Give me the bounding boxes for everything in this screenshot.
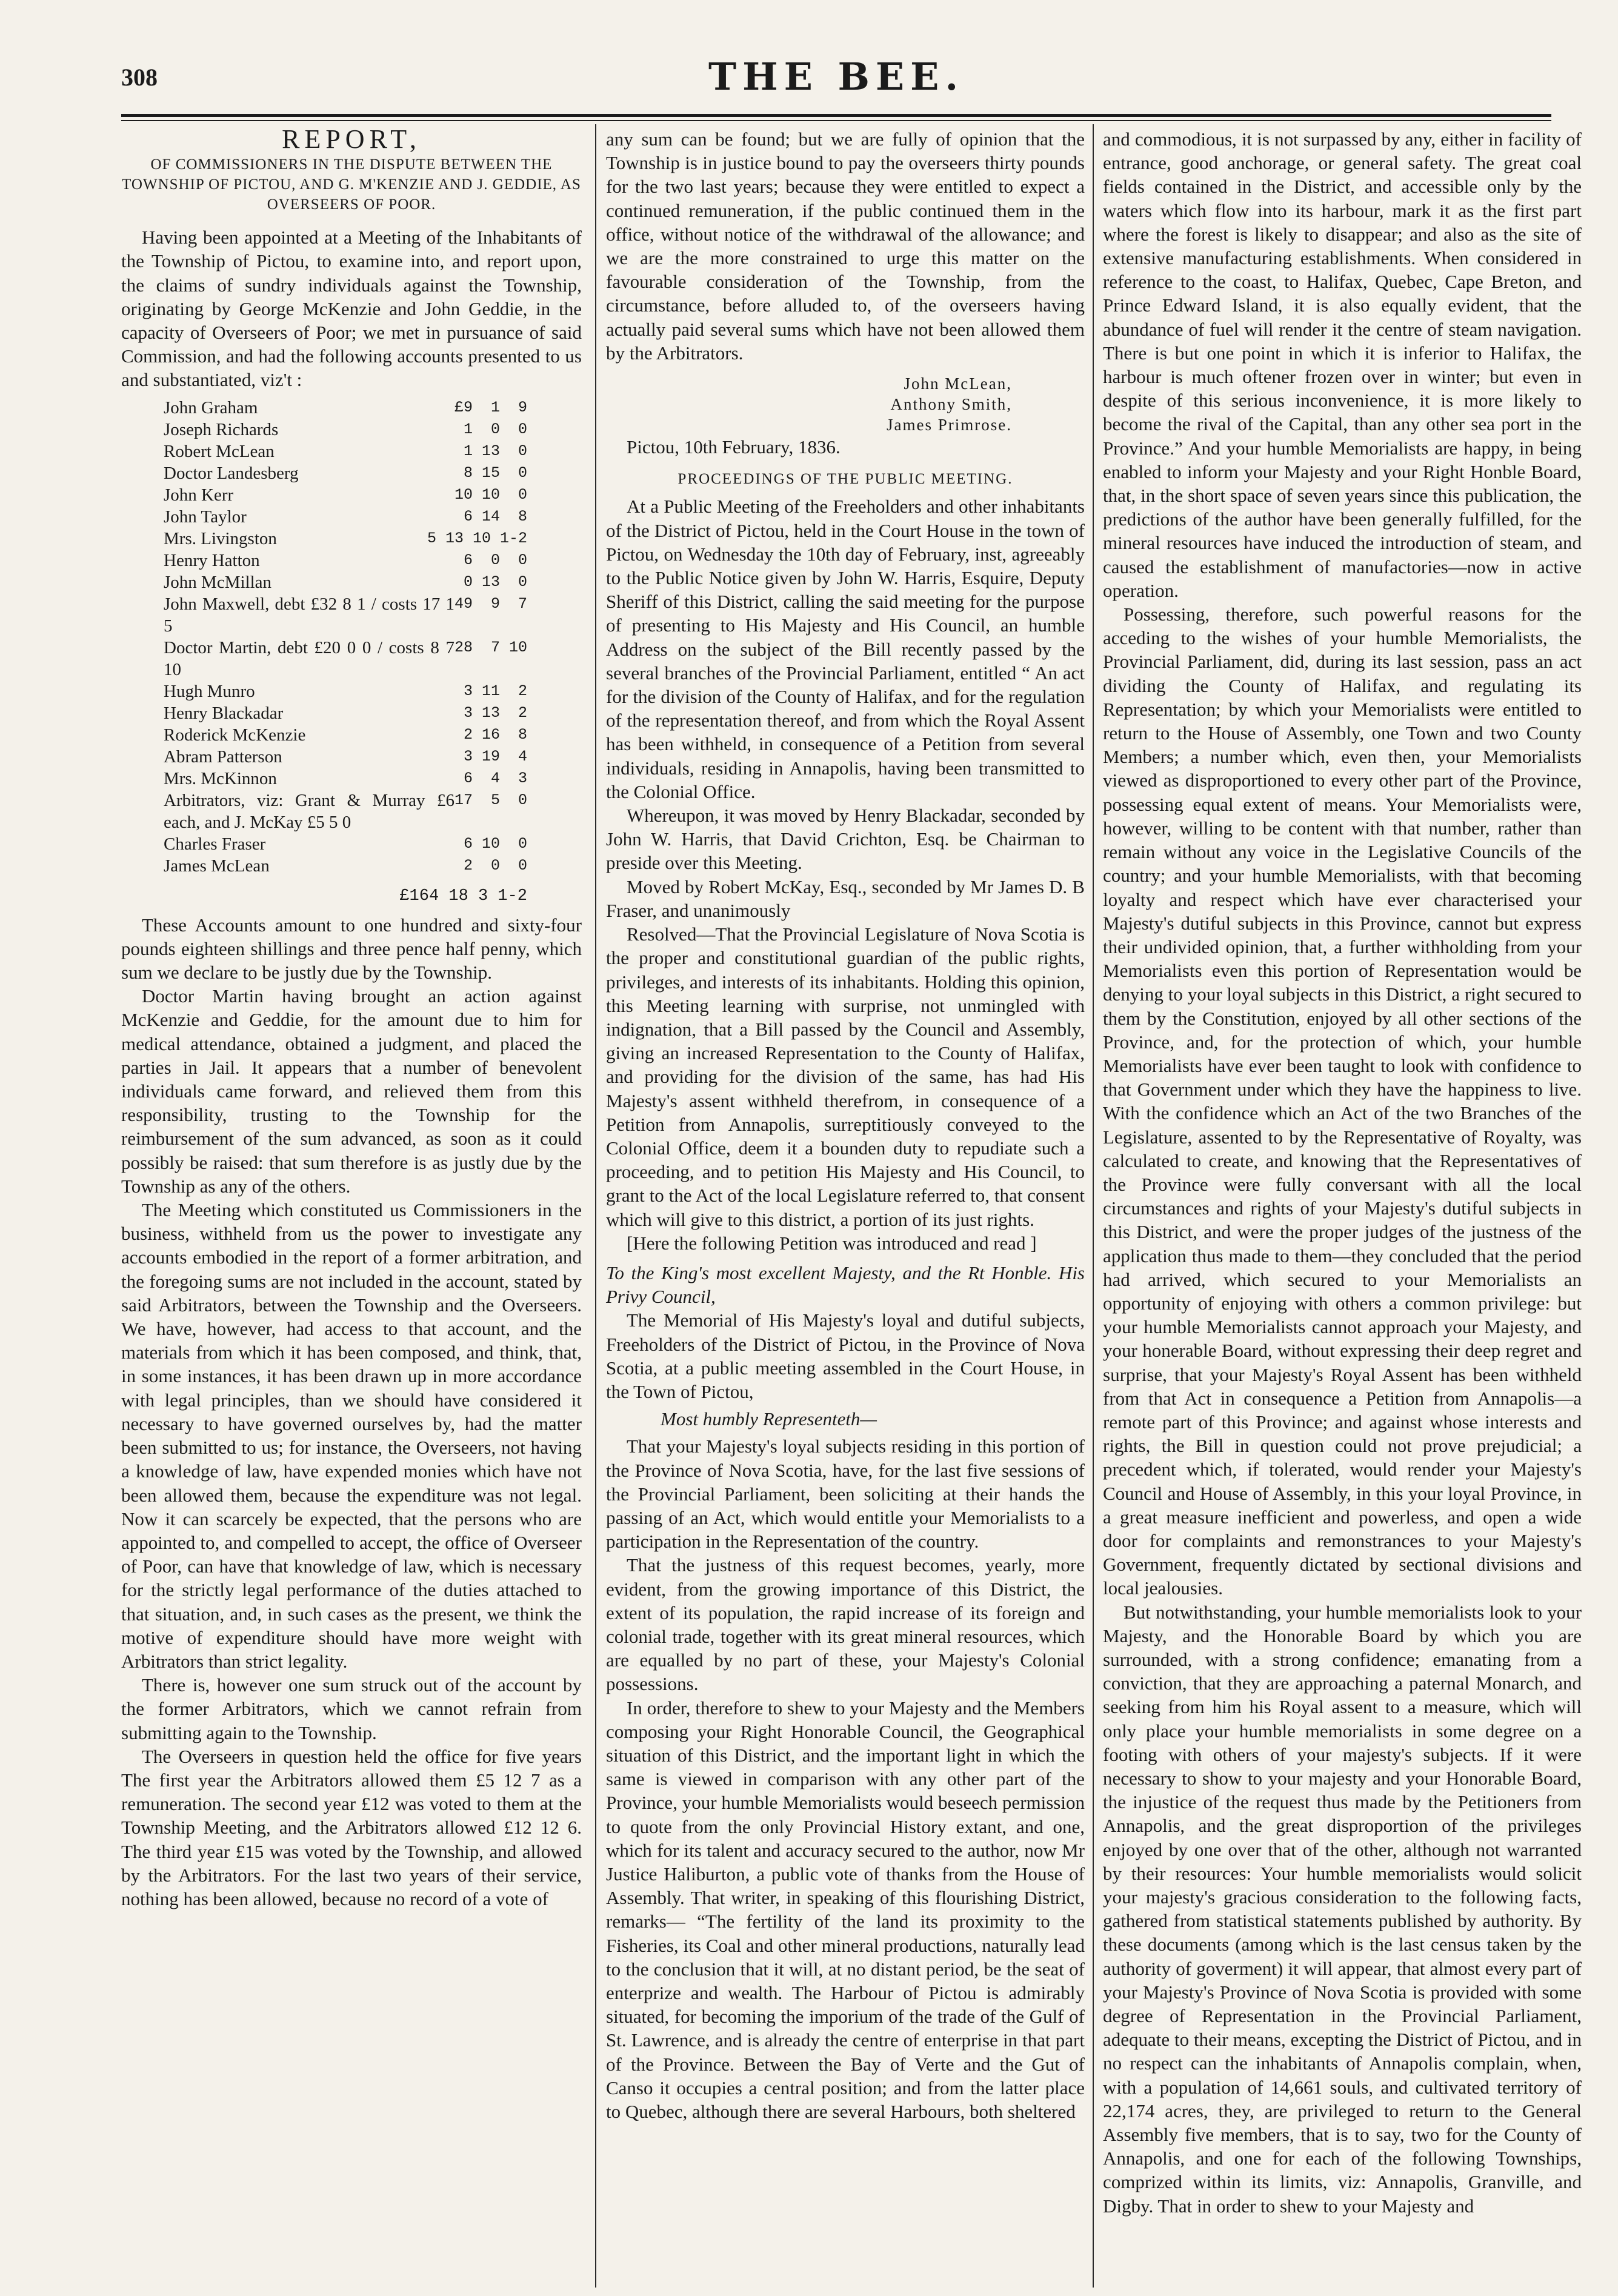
- signatories: [606, 373, 1085, 435]
- account-amount: 6 0 0: [463, 551, 527, 569]
- signatory: James Primrose.: [887, 416, 1012, 434]
- account-name: Abram Patterson: [164, 747, 282, 767]
- accounts-total: £164 18 3 1-2: [399, 887, 527, 905]
- paragraph: That your Majesty's loyal subjects residing in this portion of the Province of Nova Scotia, have, for the last five sessions of the Provincial Parliament, been soliciting at their hands the passing of an Act, which would entitle your Memorialists to a participation in the Representation of the country.: [606, 1436, 1085, 1552]
- account-amount: 5 13 10 1-2: [427, 529, 527, 547]
- account-amount: 3 11 2: [463, 682, 527, 700]
- account-name: James McLean: [164, 856, 270, 876]
- dateline: Pictou, 10th February, 1836.: [627, 436, 841, 458]
- paragraph: and commodious, it is not surpassed by any, either in facility of entrance, good anchorage, or general safety. The great coal fields contained in the District, and accessible only by the waters which flow into its harbour, mark it as the first part where the forest is likely to disappear; and also as the site of extensive manufacturing establishments. When considered in reference to the coast, to Halifax, Quebec, Cape Breton, and Prince Edward Island, it is also equally evident, that the abundance of fuel will render it the centre of steam navigation. There is but one point in which it is inferior to Halifax, the harbour is much oftener frozen over in winter; but even in despite of this serious inconvenience, it is more likely to become the rival of the Capital, than any other sea port in the Province.” And your humble Memorialists are happy, in being enabled to inform your Majesty and your Right Honble Board, that, in the short space of seven years since this publication, the predictions of the author have been generally fulfilled, for the mineral resources have induced the introduction of steam, and caused the establishment of manufactories—now in active operation.: [1103, 128, 1582, 601]
- account-name: John Maxwell, debt £32 8 1 / costs 17 1 5: [164, 594, 454, 636]
- paragraph: These Accounts amount to one hundred and sixty-four pounds eighteen shillings and three pence half penny, which sum we declare to be justly due by the Township.: [121, 914, 582, 983]
- account-row: [164, 419, 527, 441]
- account-amount: 6 4 3: [463, 769, 527, 787]
- account-name: Joseph Richards: [164, 419, 279, 439]
- account-row: [164, 528, 527, 550]
- account-name: Roderick McKenzie: [164, 725, 306, 745]
- paragraph: [Here the following Petition was introduced and read ]: [627, 1232, 1037, 1254]
- column-divider: [595, 124, 596, 2288]
- account-name: John Taylor: [164, 507, 247, 527]
- column-3: [1103, 127, 1582, 2218]
- account-amount: 2 16 8: [463, 725, 527, 744]
- account-row: [164, 855, 527, 877]
- account-amount: 3 19 4: [463, 747, 527, 765]
- paragraph: In order, therefore to shew to your Majesty and the Members composing your Right Honorable Council, the Geographical situation of this District, and the important light in which the same is viewed in comparison with any other part of the Province, your humble Memorialists would beseech permission to quote from the only Provincial History extant, and one, which for its talent and accuracy secured to the author, now Mr Justice Haliburton, a public vote of thanks from the House of Assembly. That writer, in speaking of this flourishing District, remarks— “The fertility of the land its proximity to the Fisheries, its Coal and other mineral productions, naturally lead to the conclusion that it will, at no distant period, be the seat of enterprize and wealth. The Harbour of Pictou is admirably situated, for becoming the imporium of the trade of the Gulf of St. Lawrence, and is already the centre of enterprise in that part of the Province. Between the Bay of Verte and the Gut of Canso it occupies a central position; and from the latter place to Quebec, although there are several Harbours, both sheltered: [606, 1697, 1085, 2123]
- column-divider: [1093, 124, 1094, 2288]
- account-amount: £9 1 9: [454, 398, 527, 416]
- account-row: [164, 680, 527, 702]
- account-row: [164, 506, 527, 528]
- paragraph: The Meeting which constituted us Commissioners in the business, withheld from us the power to investigate any accounts embodied in the report of a former arbitration, and the foregoing sums are not included in the account, stated by said Arbitrators, between the Township and the Overseers. We have, however, had access to that account, and the materials from which it has been composed, and think, that, in some instances, it has been drawn up in more accordance with legal principles, than we should have considered it necessary to have governed ourselves by, had the matter been submitted to us; for instance, the Overseers, not having a knowledge of law, have expended monies which have not been allowed them, because the expenditure was not legal. Now it can scarcely be expected, that the persons who are appointed to, and compelled to accept, the office of Overseer of Poor, can have that knowledge of law, which is necessary for the strictly legal performance of the duties attached to that situation, and, in such cases as the present, we think the motive of expenditure should have more weight with Arbitrators than strict legality.: [121, 1199, 582, 1672]
- masthead-rule-thin: [121, 120, 1551, 121]
- paragraph: At a Public Meeting of the Freeholders and other inhabitants of the District of Pictou, held in the Court House in the town of Pictou, on Wednesday the 10th day of February, inst, agreeably to the Public Notice given by John W. Harris, Esquire, Deputy Sheriff of this District, calling the said meeting for the purpose of presenting to His Majesty and His Council, an humble Address on the subject of the Bill recently passed by the several branches of the Provincial Parliament, entitled “ An act for the division of the County of Halifax, and for the regulation of the representation thereof, and from which the Royal Assent has been withheld, in consequence of a Petition from several individuals, residing in Annapolis, having been transmitted to the Colonial Office.: [606, 496, 1085, 802]
- account-amount: 0 13 0: [463, 573, 527, 591]
- account-row: [164, 462, 527, 484]
- account-amount: 1 0 0: [463, 420, 527, 438]
- address-line: To the King's most excellent Majesty, and the Rt Honble. His Privy Council,: [606, 1262, 1085, 1308]
- account-row: [164, 593, 527, 637]
- signatory: Anthony Smith,: [890, 395, 1012, 414]
- account-name: Henry Blackadar: [164, 703, 284, 723]
- paragraph: Moved by Robert McKay, Esq., seconded by Mr James D. B Fraser, and unanimously: [606, 876, 1085, 921]
- paragraph: Doctor Martin having brought an action against McKenzie and Geddie, for the amount due to him for medical attendance, obtained a judgment, and placed the parties in Jail. It appears that a number of benevolent individuals came forward, and relieved them from this responsibility, trusting to the Township for the reimbursement of the sum advanced, as soon as it could possibly be raised: that sum therefore is as justly due by the Township as any of the others.: [121, 985, 582, 1197]
- column-2: [606, 127, 1085, 2123]
- account-amount: 6 10 0: [463, 834, 527, 853]
- paragraph: But notwithstanding, your humble memorialists look to your Majesty, and the Honorable Board by which you are surrounded, with a strong confidence; emanating from a conviction, that they are approaching a paternal Monarch, and seeking from him his Royal assent to a measure, which will only place your humble memorialists in some degree on a footing with others of your majesty's subjects. If it were necessary to show to your majesty and your Honorable Board, the injustice of the request thus made by the Petitioners from Annapolis, and the great disproportion of the privileges enjoyed by one over that of the other, although not warranted by their resources: Your humble memorialists would solicit your majesty's gracious consideration to the following facts, gathered from statistical statements published by authority. By these documents (among which is the last census taken by the authority of goverment) it will appear, that almost every part of your Majesty's Province of Nova Scotia is provided with some degree of Representation in the Provincial Parliament, adequate to their means, excepting the District of Pictou, and in no respect can the inhabitants of Annapolis complain, when, with a population of 14,661 souls, and cultivated territory of 22,174 acres, they, are privileged to return to the General Assembly five members, that is to say, two for the County of Annapolis, and one for each of the following Townships, comprized within its limits, viz: Annapolis, Granville, and Digby. That in order to shew to your Majesty and: [1103, 1601, 1582, 2217]
- paragraph: Possessing, therefore, such powerful reasons for the acceding to the wishes of your humble Memorialists, the Provincial Parliament, did, during its last session, pass an act dividing the County of Halifax, and regulating its Representation; by which your Memorialists were entitled to return to the House of Assembly, one Town and two County Members; a number which, even then, your Memorialists viewed as disproportioned to every other part of the Province, possessing equal extent of means. Your Memorialists were, however, willing to be content with that number, rather than remain without any voice in the Legislative Councils of the country; and your humble Memorialists, with that becoming loyalty and respect which have ever characterised your Majesty's dutiful subjects in this Province, cannot but express their undivided opinion, that, a further withholding from your Memorialists even this portion of Representation would be denying to your loyal subjects in this District, a right secured to them by the Constitution, enjoyed by all other sections of the Province, and, for the protection of which, your humble Memorialists have ever been taught to look with confidence to that Government under which they have the happiness to live. With the confidence which an Act of the two Branches of the Legislature, assented to by the Representative of Royalty, was calculated to create, and knowing that the Representatives of the Province were fully conversant with all the local circumstances and rights of your Majesty's dutiful subjects in this District, and were the proper judges of the justness of the application thus made to them—they concluded that the period had arrived, which secured to your Memorialists an opportunity of enjoying with others a common privilege: but your humble Memorialists cannot approach your Majesty, and your honerable Board, without expressing their deep regret and surprise, that your Majesty's Royal Assent has been withheld from that Act in consequence a Petition from Annapolis—a remote part of this Province; and against whose interests and rights, the Bill in question could not prove prejudicial; a precedent which, if tolerated, would render your Majesty's Council and House of Assembly, in this your loyal Province, in a great measure inefficient and powerless, and open a wide door for complaints and remonstrances to your Majesty's Government, frequently dictated by sectional divisions and local jealousies.: [1103, 604, 1582, 1599]
- masthead-rule: [121, 114, 1551, 117]
- account-name: Doctor Martin, debt £20 0 0 / costs 8 7 10: [164, 637, 454, 679]
- account-name: Charles Fraser: [164, 834, 266, 854]
- account-row: [164, 484, 527, 506]
- account-name: Mrs. Livingston: [164, 528, 277, 548]
- paragraph: There is, however one sum struck out of the account by the former Arbitrators, which we cannot refrain from submitting again to the Township.: [121, 1674, 582, 1743]
- account-name: Doctor Landesberg: [164, 463, 299, 483]
- account-row: [164, 790, 527, 833]
- account-name: Arbitrators, viz: Grant & Murray £6 each, and J. McKay £5 5 0: [164, 790, 454, 832]
- column-1: [121, 124, 582, 1911]
- account-amount: 2 0 0: [463, 856, 527, 874]
- account-amount: 3 13 2: [463, 704, 527, 722]
- paper-title: THE BEE.: [708, 55, 965, 99]
- accounts-table: [164, 397, 527, 907]
- paragraph: That the justness of this request becomes, yearly, more evident, from the growing importance of this District, the extent of its population, the rapid increase of its foreign and colonial trade, together with its great mineral resources, which are equalled by no part of these, your Majesty's Colonial possessions.: [606, 1554, 1085, 1695]
- account-name: John Graham: [164, 398, 258, 418]
- report-subheading: OF COMMISSIONERS IN THE DISPUTE BETWEEN THE TOWNSHIP OF PICTOU, AND G. M'KENZIE AND J. GEDDIE, AS OVERSEERS OF POOR.: [122, 156, 581, 213]
- account-row: [164, 746, 527, 768]
- account-amount: 6 14 8: [463, 507, 527, 525]
- account-name: John McMillan: [164, 572, 272, 592]
- account-amount: 8 15 0: [463, 464, 527, 482]
- report-heading: REPORT,: [282, 124, 421, 154]
- account-row: [164, 637, 527, 680]
- account-row: [164, 724, 527, 746]
- masthead: [121, 52, 1551, 113]
- signatory: John McLean,: [904, 374, 1012, 393]
- page-number: 308: [121, 64, 158, 91]
- account-row: [164, 397, 527, 419]
- paragraph: The Overseers in question held the office for five years The first year the Arbitrators allowed them £5 12 7 as a remuneration. The second year £12 was voted to them at the Township Meeting, and the Arbitrators allowed £12 12 6. The third year £15 was voted by the Township, and allowed by the Arbitrators. For the last two years of their service, nothing has been allowed, because no record of a vote of: [121, 1745, 582, 1909]
- paragraph: any sum can be found; but we are fully of opinion that the Township is in justice bound to pay the overseers thirty pounds for the two last years; because they were entitled to expect a continued remuneration, if the public continued them in the office, without notice of the withdrawal of the allowance; and we are the more constrained to urge this matter on the favourable consideration of the Township, from the circumstance, before alluded to, of the overseers having actually paid several sums which have not been allowed them by the Arbitrators.: [606, 128, 1085, 364]
- paragraph: Whereupon, it was moved by Henry Blackadar, seconded by John W. Harris, that David Crichton, Esq. be Chairman to preside over this Meeting.: [606, 805, 1085, 874]
- section-heading: PROCEEDINGS OF THE PUBLIC MEETING.: [677, 471, 1013, 488]
- account-row: [164, 571, 527, 593]
- account-name: Mrs. McKinnon: [164, 768, 277, 788]
- account-row: [164, 768, 527, 790]
- most-humbly-line: Most humbly Representeth—: [661, 1408, 877, 1430]
- account-name: Robert McLean: [164, 441, 275, 461]
- account-name: John Kerr: [164, 485, 234, 505]
- account-amount: 1 13 0: [463, 442, 527, 460]
- account-amount: 17 5 0: [454, 791, 527, 809]
- account-amount: 49 9 7: [454, 594, 527, 613]
- account-amount: 10 10 0: [454, 485, 527, 504]
- account-row: [164, 702, 527, 724]
- account-name: Hugh Munro: [164, 681, 255, 701]
- paragraph: Having been appointed at a Meeting of the Inhabitants of the Township of Pictou, to examine into, and report upon, the claims of sundry individuals against the Township, originating by George McKenzie and John Geddie, in the capacity of Overseers of Poor; we met in pursuance of said Commission, and had the following accounts presented to us and substantiated, viz't :: [121, 227, 582, 391]
- account-name: Henry Hatton: [164, 550, 260, 570]
- paragraph: Resolved—That the Provincial Legislature of Nova Scotia is the proper and constitutional guardian of the public rights, privileges, and interests of its inhabitants. Holding this opinion, this Meeting learning with surprise, not unmingled with indignation, that a Bill passed by the Council and Assembly, giving an increased Representation to the County of Halifax, and providing for the division of the same, has had His Majesty's assent withheld therefrom, in consequence of a Petition from Annapolis, surreptitiously conveyed to the Colonial Office, deem it a bounden duty to repudiate such a proceeding, and to petition His Majesty and His Council, to grant to the Act of the local Legislature referred to, that consent which will give to this district, a portion of its just rights.: [606, 923, 1085, 1230]
- account-row: [164, 833, 527, 855]
- account-row: [164, 550, 527, 571]
- paragraph: The Memorial of His Majesty's loyal and dutiful subjects, Freeholders of the District of Pictou, in the Province of Nova Scotia, at a public meeting assembled in the Court House, in the Town of Pictou,: [606, 1309, 1085, 1402]
- account-row: [164, 441, 527, 462]
- account-amount: 28 7 10: [454, 638, 527, 656]
